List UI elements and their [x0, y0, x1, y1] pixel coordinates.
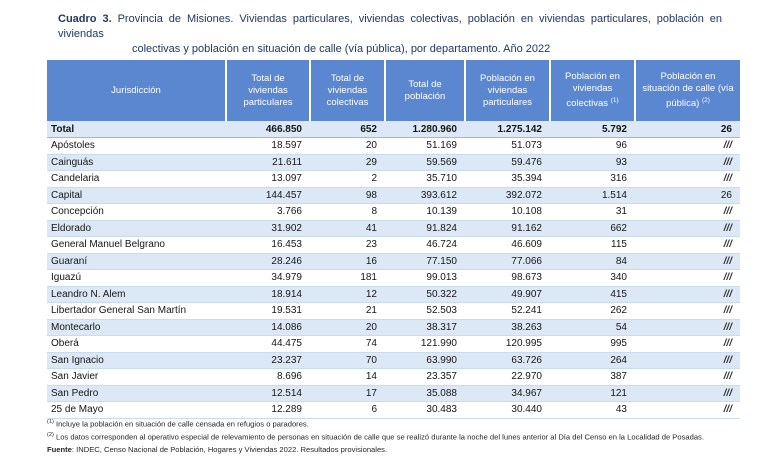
cell-jurisdiccion: Candelaria — [47, 171, 226, 188]
cell-value: 34.979 — [226, 270, 310, 287]
cell-value: 99.013 — [385, 270, 465, 287]
cell-value: 91.162 — [465, 220, 550, 237]
table-row — [47, 319, 740, 336]
cell-value: 23.237 — [226, 352, 310, 369]
cell-value: 30.483 — [385, 402, 465, 419]
cell-value: 70 — [310, 352, 385, 369]
no-data-symbol: /// — [723, 222, 732, 234]
cell-value: 91.824 — [385, 220, 465, 237]
table-body — [47, 121, 740, 418]
column-header-5: Población en viviendas colectivas $^{(1)}$ — [550, 60, 635, 121]
cell-value: 96 — [550, 138, 635, 155]
cell-value — [635, 171, 740, 188]
column-header-0: Jurisdicción — [47, 60, 226, 121]
cell-value: 22.970 — [465, 369, 550, 386]
cell-value: 26 — [635, 187, 740, 204]
source-text: : INDEC, Censo Nacional de Población, Hogares y Viviendas 2022. Resultados provisionales. — [71, 444, 388, 454]
cell-value: 12.514 — [226, 385, 310, 402]
no-data-symbol: /// — [723, 371, 732, 383]
cell-jurisdiccion: Apóstoles — [47, 138, 226, 155]
cell-jurisdiccion: Eldorado — [47, 220, 226, 237]
cell-value — [635, 286, 740, 303]
cell-jurisdiccion: San Javier — [47, 369, 226, 386]
cell-value — [635, 204, 740, 221]
cell-value: 41 — [310, 220, 385, 237]
cell-value: 35.710 — [385, 171, 465, 188]
no-data-symbol: /// — [723, 173, 732, 185]
cell-value: 392.072 — [465, 187, 550, 204]
cell-value: 18.914 — [226, 286, 310, 303]
cell-jurisdiccion: Total — [47, 121, 226, 138]
cell-jurisdiccion: Oberá — [47, 336, 226, 353]
footnote-1-marker: (1) — [47, 419, 54, 425]
table-row — [47, 336, 740, 353]
footnote-2 — [47, 430, 740, 443]
cell-value: 17 — [310, 385, 385, 402]
cell-value: 35.394 — [465, 171, 550, 188]
source-line — [47, 444, 740, 456]
cell-value: 16.453 — [226, 237, 310, 254]
table-row — [47, 204, 740, 221]
cell-value: 98 — [310, 187, 385, 204]
cell-value: 30.440 — [465, 402, 550, 419]
no-data-symbol: /// — [723, 206, 732, 218]
footnote-2-marker: (2) — [47, 432, 54, 439]
cell-value: 415 — [550, 286, 635, 303]
cell-value: 59.569 — [385, 154, 465, 171]
cell-value: 121.990 — [385, 336, 465, 353]
cell-value: 340 — [550, 270, 635, 287]
title-text: Provincia de Misiones. Viviendas particulares, viviendas colectivas, población en viviendas particulares, población en viviendas — [58, 13, 722, 40]
cell-value: 652 — [310, 121, 385, 138]
cell-jurisdiccion: San Pedro — [47, 385, 226, 402]
table-row — [47, 237, 740, 254]
cell-value: 84 — [550, 253, 635, 270]
cell-value: 50.322 — [385, 286, 465, 303]
cell-value: 34.967 — [465, 385, 550, 402]
cell-value — [635, 385, 740, 402]
cell-value: 1.280.960 — [385, 121, 465, 138]
table-row — [47, 171, 740, 188]
cell-value: 1.275.142 — [465, 121, 550, 138]
cell-value: 20 — [310, 138, 385, 155]
cell-value: 19.531 — [226, 303, 310, 320]
no-data-symbol: /// — [723, 354, 732, 366]
cell-value: 387 — [550, 369, 635, 386]
cell-value — [635, 336, 740, 353]
table-row — [47, 369, 740, 386]
cell-value: 8.696 — [226, 369, 310, 386]
table-row — [47, 154, 740, 171]
cell-value: 93 — [550, 154, 635, 171]
cell-value: 12.289 — [226, 402, 310, 419]
no-data-symbol: /// — [723, 272, 732, 284]
cell-value: 46.724 — [385, 237, 465, 254]
cell-value: 115 — [550, 237, 635, 254]
cell-jurisdiccion: Libertador General San Martín — [47, 303, 226, 320]
cell-value: 264 — [550, 352, 635, 369]
cell-value: 46.609 — [465, 237, 550, 254]
cell-value: 5.792 — [550, 121, 635, 138]
cell-value: 12 — [310, 286, 385, 303]
cell-value: 316 — [550, 171, 635, 188]
cell-value: 995 — [550, 336, 635, 353]
cell-value — [635, 270, 740, 287]
footnote-1 — [47, 417, 740, 430]
cell-value: 466.850 — [226, 121, 310, 138]
no-data-symbol: /// — [723, 387, 732, 399]
no-data-symbol: /// — [723, 404, 732, 416]
cell-value: 120.995 — [465, 336, 550, 353]
table-row — [47, 220, 740, 237]
table-row — [47, 303, 740, 320]
cell-value: 662 — [550, 220, 635, 237]
cell-jurisdiccion: Capital — [47, 187, 226, 204]
cell-value: 14 — [310, 369, 385, 386]
cell-value: 29 — [310, 154, 385, 171]
no-data-symbol: /// — [723, 156, 732, 168]
cell-value: 63.726 — [465, 352, 550, 369]
cell-value — [635, 220, 740, 237]
cell-value — [635, 154, 740, 171]
column-header-4: Población en viviendas particulares — [465, 60, 550, 121]
cell-value: 21 — [310, 303, 385, 320]
cell-jurisdiccion: Montecarlo — [47, 319, 226, 336]
cell-value: 144.457 — [226, 187, 310, 204]
column-header-6: Población en situación de calle (vía pública) $^{(2)}$ — [635, 60, 740, 121]
cell-value — [635, 237, 740, 254]
cell-value: 13.097 — [226, 171, 310, 188]
cell-value: 16 — [310, 253, 385, 270]
no-data-symbol: /// — [723, 305, 732, 317]
cell-value: 51.073 — [465, 138, 550, 155]
cell-value — [635, 303, 740, 320]
cell-value: 2 — [310, 171, 385, 188]
cell-value: 21.611 — [226, 154, 310, 171]
table-row — [47, 385, 740, 402]
cell-value: 49.907 — [465, 286, 550, 303]
cell-jurisdiccion: Cainguás — [47, 154, 226, 171]
cell-jurisdiccion: Iguazú — [47, 270, 226, 287]
cell-value: 18.597 — [226, 138, 310, 155]
cell-value: 38.263 — [465, 319, 550, 336]
source-label: Fuente — [47, 444, 72, 454]
cell-value: 28.246 — [226, 253, 310, 270]
cell-value: 23 — [310, 237, 385, 254]
cell-jurisdiccion: 25 de Mayo — [47, 402, 226, 419]
cell-value: 31.902 — [226, 220, 310, 237]
no-data-symbol: /// — [723, 140, 732, 152]
table-row — [47, 187, 740, 204]
cell-value: 8 — [310, 204, 385, 221]
table-row — [47, 352, 740, 369]
cell-jurisdiccion: San Ignacio — [47, 352, 226, 369]
data-table — [47, 60, 740, 419]
cell-value: 393.612 — [385, 187, 465, 204]
cell-value: 63.990 — [385, 352, 465, 369]
column-header-1: Total de viviendas particulares — [226, 60, 310, 121]
cell-value: 54 — [550, 319, 635, 336]
cell-value: 26 — [635, 121, 740, 138]
cell-value: 38.317 — [385, 319, 465, 336]
cell-value — [635, 369, 740, 386]
cell-value: 77.150 — [385, 253, 465, 270]
cell-value: 74 — [310, 336, 385, 353]
cell-value — [635, 352, 740, 369]
cell-value: 10.108 — [465, 204, 550, 221]
cell-value: 52.503 — [385, 303, 465, 320]
table-row — [47, 138, 740, 155]
cell-value: 51.169 — [385, 138, 465, 155]
column-header-2: Total de viviendas colectivas — [310, 60, 385, 121]
column-header-3: Total de población — [385, 60, 465, 121]
title-prefix: Cuadro 3. — [58, 13, 112, 25]
no-data-symbol: /// — [723, 255, 732, 267]
cell-value — [635, 138, 740, 155]
cell-jurisdiccion: Concepción — [47, 204, 226, 221]
no-data-symbol: /// — [723, 239, 732, 251]
cell-value: 181 — [310, 270, 385, 287]
column-header-superscript: (2) — [701, 96, 710, 104]
cell-value: 14.086 — [226, 319, 310, 336]
cell-value: 6 — [310, 402, 385, 419]
cell-value: 31 — [550, 204, 635, 221]
cell-value: 35.088 — [385, 385, 465, 402]
table-header-row — [47, 60, 740, 121]
cell-value: 3.766 — [226, 204, 310, 221]
table-row-total — [47, 121, 740, 138]
footnote-2-text: Los datos corresponden al operativo especial de relevamiento de personas en situación de calle que se realizó durante la noche del lunes anterior al Día del Censo en la Localidad de Posadas. — [55, 432, 704, 442]
cell-value: 1.514 — [550, 187, 635, 204]
cell-value: 43 — [550, 402, 635, 419]
table-row — [47, 286, 740, 303]
no-data-symbol: /// — [723, 321, 732, 333]
footnote-1-text: Incluye la población en situación de calle censada en refugios o paradores. — [55, 419, 309, 429]
table-title — [58, 12, 722, 57]
table-row — [47, 253, 740, 270]
cell-jurisdiccion: Leandro N. Alem — [47, 286, 226, 303]
title-line-2: colectivas y población en situación de calle (vía pública), por departamento. Año 2022 — [132, 43, 551, 55]
cell-value: 23.357 — [385, 369, 465, 386]
cell-value: 121 — [550, 385, 635, 402]
cell-value: 20 — [310, 319, 385, 336]
table-row — [47, 270, 740, 287]
footnotes-block — [47, 417, 740, 455]
no-data-symbol: /// — [723, 288, 732, 300]
cell-value: 52.241 — [465, 303, 550, 320]
table-row — [47, 402, 740, 419]
column-header-superscript: (1) — [610, 96, 619, 104]
cell-value: 10.139 — [385, 204, 465, 221]
cell-value: 44.475 — [226, 336, 310, 353]
cell-value: 59.476 — [465, 154, 550, 171]
cell-jurisdiccion: General Manuel Belgrano — [47, 237, 226, 254]
cell-value: 98.673 — [465, 270, 550, 287]
cell-value: 262 — [550, 303, 635, 320]
cell-value — [635, 319, 740, 336]
cell-jurisdiccion: Guaraní — [47, 253, 226, 270]
cell-value: 77.066 — [465, 253, 550, 270]
title-line-1 — [58, 12, 722, 42]
cell-value — [635, 402, 740, 419]
no-data-symbol: /// — [723, 338, 732, 350]
cell-value — [635, 253, 740, 270]
data-table-container — [47, 60, 740, 419]
